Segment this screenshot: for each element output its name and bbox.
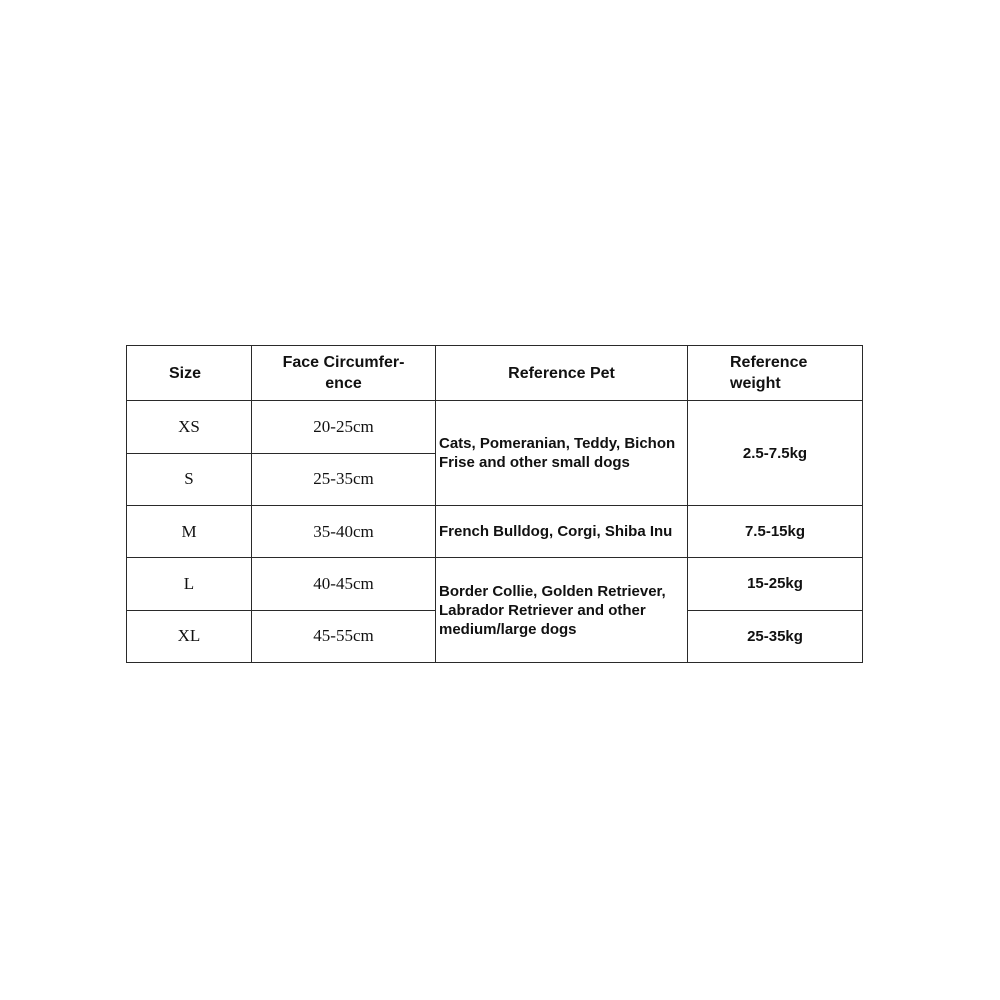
header-reference-pet: Reference Pet	[436, 346, 688, 401]
pet-cell-large: Border Collie, Golden Retriever, Labrador Retriever and other medium/large dogs	[436, 558, 688, 663]
pet-cell-small: Cats, Pomeranian, Teddy, Bichon Frise and other small dogs	[436, 401, 688, 506]
size-cell: L	[127, 558, 252, 610]
weight-cell-m: 7.5-15kg	[688, 506, 863, 558]
table-row	[127, 558, 863, 610]
weight-cell-xs-s: 2.5-7.5kg	[688, 401, 863, 506]
pet-cell-medium: French Bulldog, Corgi, Shiba Inu	[436, 506, 688, 558]
weight-cell-l: 15-25kg	[688, 558, 863, 610]
size-cell: XS	[127, 401, 252, 453]
header-weight-line2: weight	[730, 375, 781, 393]
table-row	[127, 401, 863, 453]
header-face-line2: ence	[325, 375, 362, 393]
header-row	[127, 346, 863, 401]
face-cell: 40-45cm	[252, 558, 436, 610]
header-reference-weight	[688, 346, 863, 401]
size-cell: S	[127, 453, 252, 505]
size-cell: XL	[127, 610, 252, 662]
header-size: Size	[127, 346, 252, 401]
table-row	[127, 506, 863, 558]
face-cell: 20-25cm	[252, 401, 436, 453]
header-face-circumference	[252, 346, 436, 401]
size-cell: M	[127, 506, 252, 558]
face-cell: 45-55cm	[252, 610, 436, 662]
header-face-line1: Face Circumfer-	[282, 354, 405, 372]
weight-cell-xl: 25-35kg	[688, 610, 863, 662]
header-weight-line1: Reference	[730, 354, 808, 372]
size-chart-table	[126, 345, 863, 663]
face-cell: 25-35cm	[252, 453, 436, 505]
face-cell: 35-40cm	[252, 506, 436, 558]
